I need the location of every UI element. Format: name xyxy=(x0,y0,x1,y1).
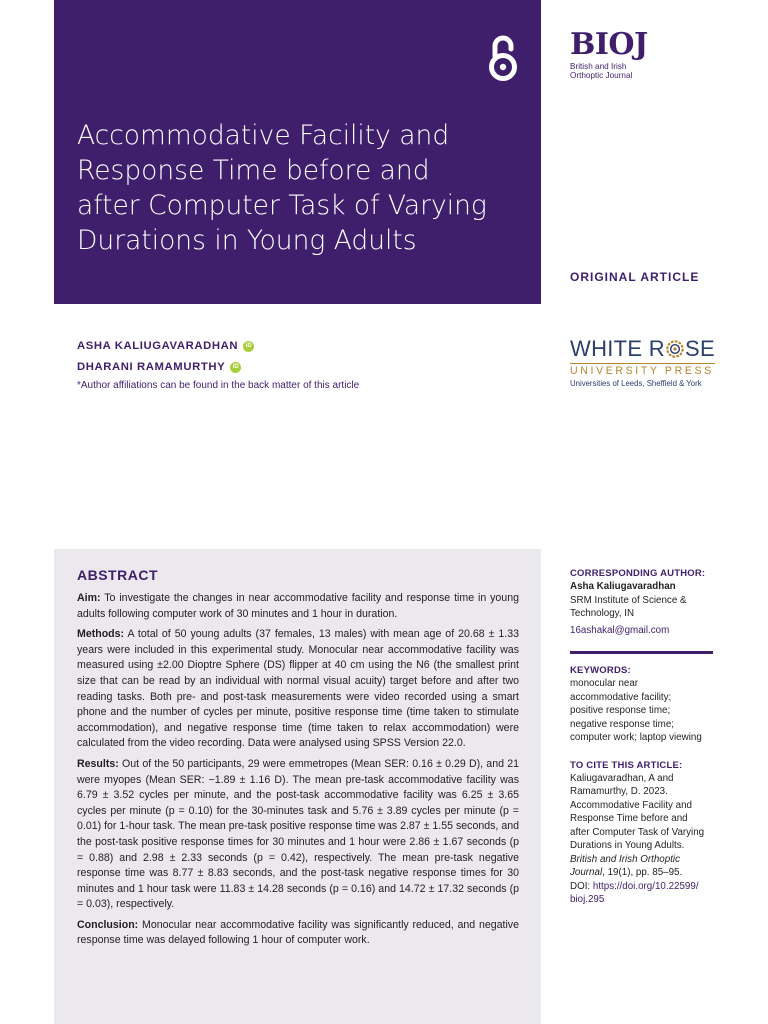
cite-journal: British and Irish Orthoptic Journal xyxy=(570,853,680,878)
keyword-line: negative response time; xyxy=(570,718,675,730)
keyword-line: monocular near xyxy=(570,678,639,689)
orcid-icon[interactable]: iD xyxy=(243,341,254,352)
cite-line: after Computer Task of Varying xyxy=(570,826,705,838)
results-text: Out of the 50 participants, 29 were emmetropes (Mean SER: 0.16 ± 0.29 D), and 21 were myopes (Mean SER: −1.89 ± 1.16 D). The mean pre-task accommodative facility was 6.79 ± 3.52 cycles per minute, and the post-task accommodative facility was 6.25 ± 3.65 cycles per minute (p = 0.10) for the 30-minutes task and 5.76 ± 3.89 cycles per minute (p = 0.01) for 1-hour task. The mean pre-task positive response time was 2.87 ± 1.55 seconds, and the post-task positive response times for 30 minutes and 1 hour were 2.86 ± 1.67 seconds (p = 0.88) and 2.98 ± 2.33 seconds (p = 0.42), respectively. The mean pre-task negative response time was 8.77 ± 8.83 seconds, and the post-task negative response times for 30 minutes and 1 hour task were 11.83 ± 14.28 seconds (p = 0.16) and 14.72 ± 17.32 seconds (p = 0.03), respectively. xyxy=(77,757,519,911)
corresponding-author-name: Asha Kaliugavaradhan xyxy=(570,581,676,592)
journal-logo-subtitle xyxy=(570,62,710,80)
keyword-line: accommodative facility; xyxy=(570,691,672,703)
cite-line: Durations in Young Adults. xyxy=(570,840,685,851)
keyword-line: positive response time; xyxy=(570,705,671,716)
cite-line: Accommodative Facility and xyxy=(570,799,692,811)
author-list xyxy=(77,336,359,391)
doi-prefix: DOI: xyxy=(570,880,593,892)
cite-line: Ramamurthy, D. 2023. xyxy=(570,786,668,797)
open-access-lock-icon xyxy=(486,34,520,82)
keywords-label: KEYWORDS: xyxy=(570,665,631,676)
publisher-press: UNIVERSITY PRESS xyxy=(570,365,714,377)
abstract-aim xyxy=(77,591,519,622)
cite-line: Response Time before and xyxy=(570,813,688,824)
abstract-methods xyxy=(77,627,519,752)
journal-logo-sub-line2: Orthoptic Journal xyxy=(570,71,633,80)
article-type-label: ORIGINAL ARTICLE xyxy=(570,270,700,284)
doi-link[interactable]: https://doi.org/10.22599/ xyxy=(592,880,699,892)
author-name: DHARANI RAMAMURTHY xyxy=(77,361,226,373)
publisher-name-right: SE xyxy=(684,336,715,361)
rose-icon xyxy=(666,340,684,358)
publisher-logo xyxy=(570,337,715,393)
sidebar-spacer xyxy=(570,745,715,759)
author-name: ASHA KALIUGAVARADHAN xyxy=(77,340,239,352)
cite-label: TO CITE THIS ARTICLE: xyxy=(570,759,683,771)
affiliation-note: *Author affiliations can be found in the back matter of this article xyxy=(77,380,360,391)
corresponding-author-label: CORRESPONDING AUTHOR: xyxy=(570,568,706,579)
journal-logo-letters: BIOJ xyxy=(570,27,648,62)
author-1 xyxy=(77,336,359,357)
institution-line: Technology, IN xyxy=(570,608,635,619)
abstract-body xyxy=(77,591,519,954)
journal-logo-sub-line1: British and Irish xyxy=(570,62,627,71)
article-sidebar xyxy=(570,567,715,907)
corresponding-email-link[interactable]: 16ashakal@gmail.com xyxy=(570,624,670,636)
abstract-conclusion xyxy=(77,918,519,949)
article-title: Accommodative Facility and Response Time before and after Computer Task of Varying Durations in Young Adults xyxy=(77,120,487,256)
cite-volume: , 19(1), pp. 85–95. xyxy=(602,867,683,878)
author-2 xyxy=(77,357,359,378)
methods-text: A total of 50 young adults (37 females, 13 males) with mean age of 20.68 ± 1.33 years were included in this experimental study. Monocular near accommodative facility was measured using ±2.00 Dioptre Sphere (DS) flipper at 40 cm using the N6 (the smallest print size that can be read by an individual with normal visual acuity) target before and after two reading tasks. Both pre- and post-task measurements were video recorded using a smart phone and the number of cycles per minute, positive response time (time taken to stimulate accommodation), and negative response time (time taken to relax accommodation) were calculated from the video recording. Data were analysed using SPSS Version 22.0. xyxy=(77,628,519,750)
results-label: Results: xyxy=(77,757,119,770)
conclusion-text: Monocular near accommodative facility was significantly reduced, and negative response time was delayed following 1 hour of computer work. xyxy=(77,918,519,947)
abstract-results xyxy=(77,757,519,913)
publisher-name-left: WHITE R xyxy=(570,336,665,361)
cite-line: Kaliugavaradhan, A and xyxy=(570,772,674,784)
conclusion-label: Conclusion: xyxy=(77,918,139,931)
abstract-heading: ABSTRACT xyxy=(77,567,158,583)
orcid-icon[interactable]: iD xyxy=(230,362,241,373)
aim-text: To investigate the changes in near accommodative facility and response time in young adults following computer work of 30 minutes and 1 hour in duration. xyxy=(77,592,519,620)
methods-label: Methods: xyxy=(77,628,125,641)
publisher-logo-name xyxy=(570,337,715,361)
sidebar-divider xyxy=(570,651,713,654)
journal-logo xyxy=(570,27,710,86)
keyword-line: computer work; laptop viewing xyxy=(570,732,702,743)
doi-link-continued[interactable]: bioj.295 xyxy=(570,894,605,905)
cite-journal-line xyxy=(570,853,715,880)
aim-label: Aim: xyxy=(77,592,101,604)
publisher-universities: Universities of Leeds, Sheffield & York xyxy=(570,379,702,388)
doi-line xyxy=(570,880,715,894)
institution-line: SRM Institute of Science & xyxy=(570,594,687,606)
